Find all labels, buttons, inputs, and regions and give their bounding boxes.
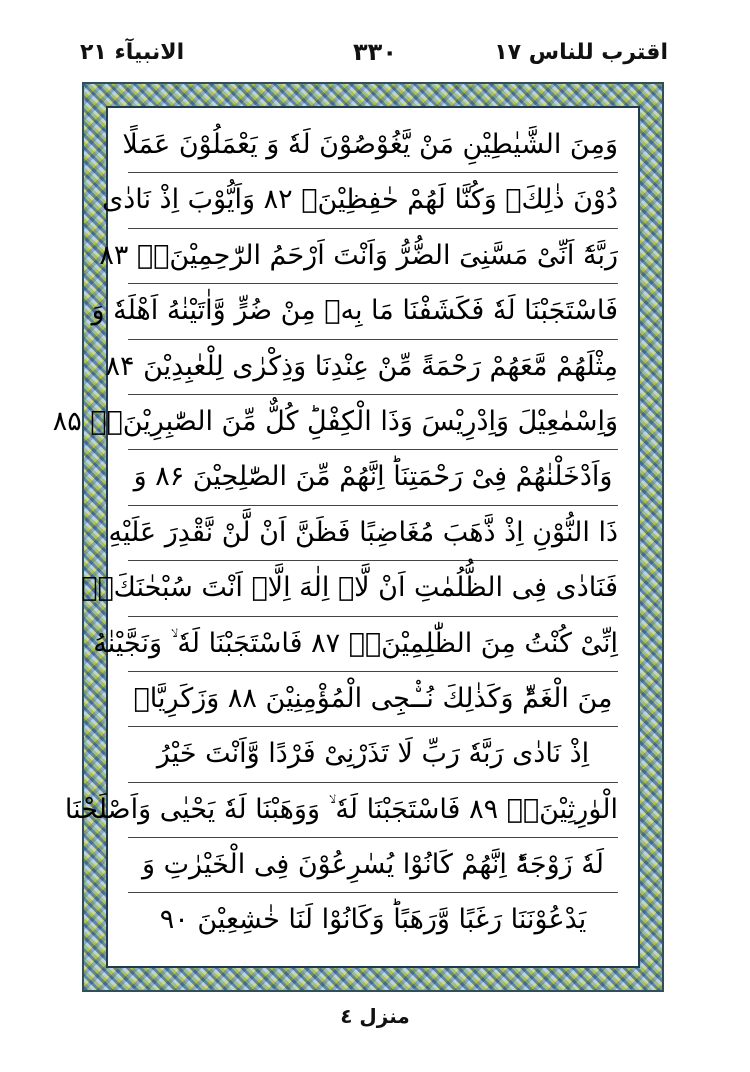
verse-line: فَاسْتَجَبْنَا لَهٗ فَكَشَفْنَا مَا بِهٖ مِنْ ضُرٍّ وَّاٰتَيْنٰهُ اَهْلَهٗ وَ xyxy=(128,284,618,339)
verse-line: فَنَادٰى فِى الظُّلُمٰتِ اَنْ لَّاۤ اِلٰهَ اِلَّاۤ اَنْتَ سُبْحٰنَكَۖۗ xyxy=(128,561,618,616)
verse-line: يَدْعُوْنَنَا رَغَبًا وَّرَهَبًاؕ وَكَانُوْا لَنَا خٰشِعِيْنَ ۹۰ xyxy=(159,904,587,936)
manzil-footer: منزل ٤ xyxy=(340,1004,410,1028)
page-header xyxy=(0,0,750,82)
verse-line: اِنِّىْ كُنْتُ مِنَ الظّٰلِمِيْنَۚۖ ۸۷ فَاسْتَجَبْنَا لَهٗ ۙ وَنَجَّيْنٰهُ xyxy=(128,617,618,672)
para-title: اقترب للناس ١٧ xyxy=(494,40,668,65)
verse-line: مِنَ الْغَمِّؕ وَكَذٰلِكَ نُـْۨجِى الْمُؤْمِنِيْنَ ۸۸ وَزَكَرِيَّاۤ xyxy=(128,672,618,727)
verse-line: وَمِنَ الشَّيٰطِيْنِ مَنْ يَّغُوْصُوْنَ لَهٗ وَ يَعْمَلُوْنَ عَمَلًا xyxy=(128,118,618,173)
verse-line: وَاَدْخَلْنٰهُمْ فِىْ رَحْمَتِنَاؕ اِنَّهُمْ مِّنَ الصّٰلِحِيْنَ ۸۶ وَ xyxy=(128,450,618,505)
verse-line: الْوٰرِثِيْنَۚۖ ۸۹ فَاسْتَجَبْنَا لَهٗ ۙ وَوَهَبْنَا لَهٗ يَحْيٰى وَاَصْلَحْنَا xyxy=(128,783,618,838)
ornamental-border xyxy=(52,82,664,992)
verse-line: مِثْلَهُمْ مَّعَهُمْ رَحْمَةً مِّنْ عِنْدِنَا وَذِكْرٰى لِلْعٰبِدِيْنَ ۸۴ xyxy=(128,340,618,395)
verse-line: رَبَّهٗٓ اَنِّىْ مَسَّنِىَ الضُّرُّ وَاَنْتَ اَرْحَمُ الرّٰحِمِيْنَۚۖ ۸۳ xyxy=(128,229,618,284)
text-panel xyxy=(52,106,640,968)
verse-line: دُوْنَ ذٰلِكَۚ وَكُنَّا لَهُمْ حٰفِظِيْنَۙ ۸۲ وَاَيُّوْبَ اِذْ نَادٰى xyxy=(128,173,618,228)
verse-line: لَهٗ زَوْجَهٗؕ اِنَّهُمْ كَانُوْا يُسٰرِعُوْنَ فِى الْخَيْرٰتِ وَ xyxy=(128,838,618,893)
verse-line: ذَا النُّوْنِ اِذْ ذَّهَبَ مُغَاضِبًا فَظَنَّ اَنْ لَّنْ نَّقْدِرَ عَلَيْهِ xyxy=(128,506,618,561)
surah-title: الانبيآء ٢١ xyxy=(80,40,185,65)
page-number: ٣٣٠ xyxy=(353,38,397,66)
verse-line: اِذْ نَادٰى رَبَّهٗ رَبِّ لَا تَذَرْنِىْ فَرْدًا وَّاَنْتَ خَيْرُ xyxy=(128,727,618,782)
verse-lines xyxy=(52,118,618,956)
verse-line: وَاِسْمٰعِيْلَ وَاِدْرِيْسَ وَذَا الْكِفْلِؕ كُلٌّ مِّنَ الصّٰبِرِيْنَۚۖ ۸۵ xyxy=(128,395,618,450)
